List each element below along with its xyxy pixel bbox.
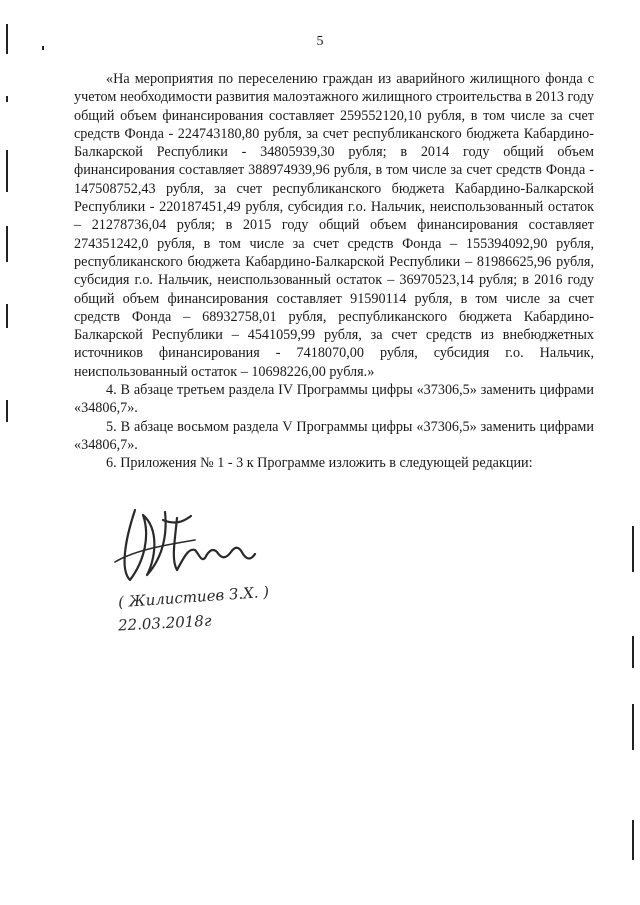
paragraph-item-6: 6. Приложения № 1 - 3 к Программе изложить в следующей редакции:: [106, 455, 533, 472]
document-body: [74, 70, 594, 473]
right-margin-mark: [632, 526, 634, 572]
handwritten-date: 22.03.2018г: [117, 611, 212, 635]
left-margin-mark: [6, 226, 8, 262]
left-margin-mark: [6, 96, 8, 102]
right-margin-mark: [632, 820, 634, 860]
signature-image: [105, 500, 305, 590]
paragraph-funding: «На мероприятия по переселению граждан из аварийного жилищного фонда с учетом необходимости развития малоэтажного жилищного строительства в 2013 году общий объем финансирования составляет 259552120,10 рубля, в том числе за счет средств Фонда - 224743180,80 рубля, за счет республиканского бюджета Кабардино-Балкарской Республики - 34805939,30 рубля; в 2014 году общий объем финансирования составляет 388974939,96 рубля, в том числе за счет средств Фонда - 147508752,43 рубля, за счет республиканского бюджета Кабардино-Балкарской Республики - 220187451,49 рубля, субсидия г.о. Нальчик, неиспользованный остаток – 21278736,04 рубля; в 2015 году общий объем финансирования составляет 274351242,0 рубля, в том числе за счет средств Фонда – 155394092,90 рубля, республиканского бюджета Кабардино-Балкарской Республики – 81986625,96 рубля, субсидия г.о. Нальчик, неиспользованный остаток – 36970523,14 рубля; в 2016 году общий объем финансирования составляет 91590114 рубля, в том числе за счет средств Фонда – 68932758,01 рубля, республиканского бюджета Кабардино-Балкарской Республики – 4541059,99 рубля, за счет средств из внебюджетных источников финансирования - 7418070,00 рубля, субсидия г.о. Нальчик, неиспользованный остаток – 10698226,00 рубля.»: [74, 71, 594, 380]
page-number: 5: [316, 34, 324, 49]
left-margin-mark: [6, 150, 8, 192]
right-margin-mark: [632, 636, 634, 668]
paragraph-item-5: 5. В абзаце восьмом раздела V Программы цифры «37306,5» заменить цифрами «34806,7».: [74, 418, 594, 453]
paragraph-item-4: 4. В абзаце третьем раздела IV Программы цифры «37306,5» заменить цифрами «34806,7».: [74, 382, 594, 417]
handwritten-name: ( Жилистиев З.Х. ): [117, 582, 270, 612]
left-margin-mark: [6, 400, 8, 422]
left-margin-mark: [6, 304, 8, 328]
right-margin-mark: [632, 704, 634, 750]
